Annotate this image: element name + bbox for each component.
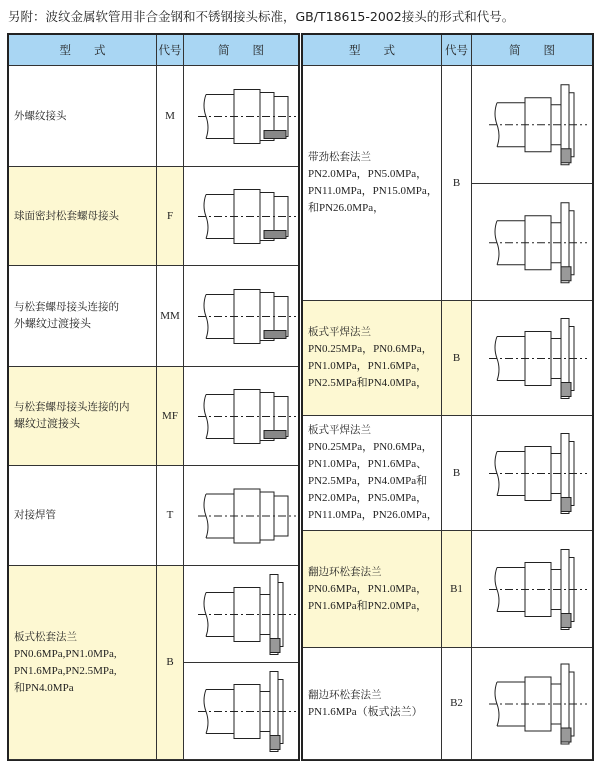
type-cell	[303, 301, 442, 416]
type-cell	[9, 167, 157, 266]
slip-on-flange-2-drawing	[472, 416, 592, 531]
type-cell	[9, 566, 157, 760]
code-cell: B	[442, 416, 472, 531]
lap-joint-flange-drawing	[472, 531, 592, 648]
figure-cell	[184, 566, 298, 663]
type-cell	[303, 531, 442, 648]
header-figure: 简 图	[184, 35, 298, 66]
header-figure: 简 图	[472, 35, 592, 66]
code-cell: MF	[157, 367, 184, 466]
header-code: 代号	[157, 35, 184, 66]
figure-cell	[184, 66, 298, 167]
spherical-nut-fitting-drawing	[184, 167, 298, 266]
type-text: 球面密封松套螺母接头	[14, 209, 119, 222]
type-text: PN2.0MPa，PN5.0MPa，	[308, 168, 428, 180]
type-text: PN11.0MPa，PN15.0MPa，	[308, 185, 438, 197]
type-text: PN0.25MPa，PN0.6MPa，	[308, 343, 433, 355]
type-text: 带劲松套法兰	[308, 151, 371, 163]
lap-joint-flange-plate-drawing	[472, 648, 592, 760]
code-cell: M	[157, 66, 184, 167]
header-type: 型 式	[9, 35, 157, 66]
type-text: PN1.0MPa，PN1.6MPa，	[308, 360, 428, 372]
figure-cell	[184, 466, 298, 566]
type-text: 与松套螺母接头连接的内	[14, 401, 130, 413]
type-text: 对接焊管	[14, 509, 56, 521]
type-text: 和PN4.0MPa	[14, 681, 74, 694]
code-cell: B2	[442, 648, 472, 760]
figure-cell	[184, 266, 298, 367]
type-cell	[303, 416, 442, 531]
figure-cell	[184, 367, 298, 466]
code-cell: B	[157, 566, 184, 760]
type-text: 板式平焊法兰	[308, 326, 371, 338]
type-text: 翻边环松套法兰	[308, 688, 382, 701]
type-text: PN11.0MPa，PN26.0MPa，	[308, 509, 438, 521]
type-text: PN0.6MPa，PN1.0MPa，	[308, 582, 428, 595]
code-cell: B	[442, 66, 472, 301]
type-text: 和PN26.0MPa，	[308, 202, 385, 214]
figure-cell	[472, 66, 592, 184]
type-cell	[9, 466, 157, 566]
type-cell	[303, 648, 442, 760]
neck-flange-weld-drawing	[472, 184, 592, 302]
type-text: PN1.0MPa，PN1.6MPa、	[308, 458, 428, 470]
code-cell: B1	[442, 531, 472, 648]
type-text: PN1.6MPa和PN2.0MPa，	[308, 599, 428, 612]
type-cell	[303, 66, 442, 301]
male-adapter-drawing	[184, 266, 298, 367]
code-cell: MM	[157, 266, 184, 367]
code-cell: T	[157, 466, 184, 566]
butt-weld-pipe-drawing	[184, 466, 298, 566]
type-text: PN1.6MPa（板式法兰）	[308, 705, 423, 718]
type-cell	[9, 367, 157, 466]
figure-cell	[472, 416, 592, 531]
code-cell: B	[442, 301, 472, 416]
type-cell	[9, 66, 157, 167]
header-type: 型 式	[303, 35, 442, 66]
loose-flange-weld-drawing	[184, 663, 298, 760]
slip-on-flange-drawing	[472, 301, 592, 416]
type-text: PN2.5MPa和PN4.0MPa，	[308, 377, 428, 389]
figure-cell	[184, 167, 298, 266]
code-cell: F	[157, 167, 184, 266]
female-adapter-drawing	[184, 367, 298, 466]
type-text: PN2.5MPa，PN4.0MPa和	[308, 475, 428, 487]
type-text: 螺纹过渡接头	[14, 418, 80, 430]
figure-cell	[184, 663, 298, 760]
type-text: 板式松套法兰	[14, 630, 77, 643]
type-text: 外螺纹接头	[14, 109, 67, 122]
figure-cell	[472, 301, 592, 416]
figure-cell	[472, 184, 592, 302]
page-title: 另附：波纹金属软管用非合金钢和不锈钢接头标准，GB/T18615-2002接头的形式和代号。	[8, 9, 515, 24]
type-text: PN0.25MPa，PN0.6MPa，	[308, 441, 433, 453]
loose-flange-drawing	[184, 566, 298, 663]
header-code: 代号	[442, 35, 472, 66]
figure-cell	[472, 648, 592, 760]
left-table	[7, 33, 300, 761]
type-text: 板式平焊法兰	[308, 424, 371, 436]
type-text: 与松套螺母接头连接的	[14, 301, 119, 313]
figure-cell	[472, 531, 592, 648]
type-text: 外螺纹过渡接头	[14, 318, 91, 330]
type-cell	[9, 266, 157, 367]
type-text: PN1.6MPa,PN2.5MPa,	[14, 664, 117, 677]
neck-flange-drawing	[472, 66, 592, 184]
type-text: 翻边环松套法兰	[308, 565, 382, 578]
right-table	[301, 33, 594, 761]
male-thread-fitting-drawing	[184, 66, 298, 167]
type-text: PN0.6MPa,PN1.0MPa,	[14, 647, 117, 660]
type-text: PN2.0MPa，PN5.0MPa，	[308, 492, 428, 504]
